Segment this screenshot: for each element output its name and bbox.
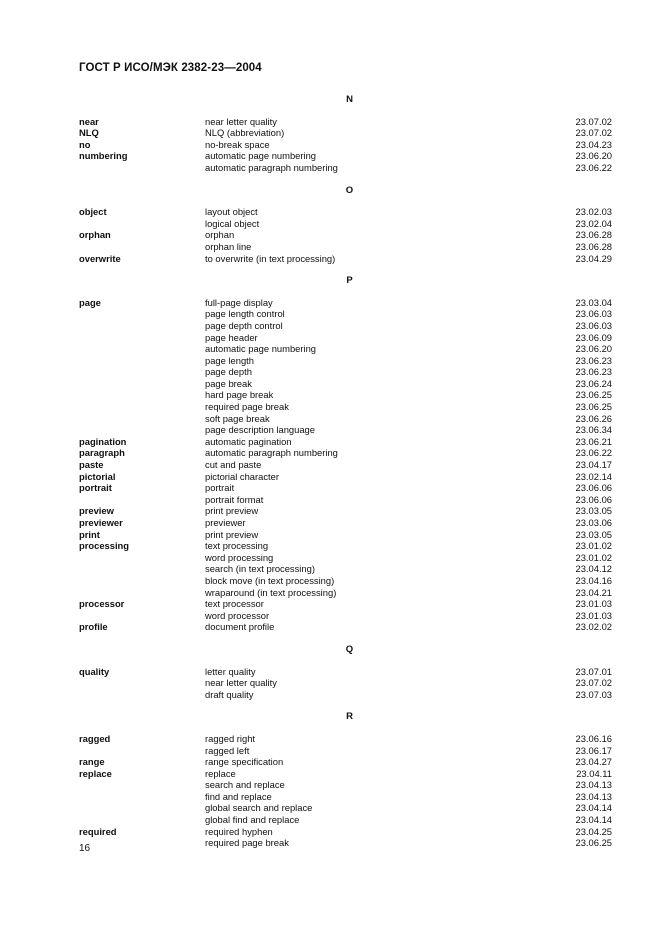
index-row [79,355,612,367]
index-term: profile [79,621,108,633]
index-row [79,308,612,320]
index-description: no-break space [205,138,270,150]
index-row [79,150,612,162]
index-row [79,127,612,139]
index-description: ragged left [205,744,250,756]
index-code: 23.04.12 [575,563,612,575]
index-row [79,666,612,678]
index-code: 23.06.21 [575,435,612,447]
index-row [79,116,612,128]
index-row [79,343,612,355]
index-row [79,459,612,471]
index-description: cut and paste [205,459,262,471]
index-row [79,621,612,633]
index-row [79,471,612,483]
index-code: 23.06.28 [575,229,612,241]
index-code: 23.04.14 [575,814,612,826]
index-term: no [79,138,91,150]
section-letter: R [346,711,353,723]
index-description: text processing [205,540,269,552]
index-row [79,517,612,529]
index-code: 23.02.03 [575,206,612,218]
index-code: 23.06.23 [575,366,612,378]
index-row [79,447,612,459]
index-row [79,206,612,218]
index-code: 23.06.25 [575,837,612,849]
index-description: word processing [205,551,274,563]
index-code: 23.04.23 [575,138,612,150]
index-row [79,552,612,564]
index-code: 23.06.20 [575,150,612,162]
index-description: page depth control [205,319,283,331]
index-code: 23.04.16 [575,574,612,586]
index-row [79,563,612,575]
index-description: to overwrite (in text processing) [205,252,336,264]
index-description: portrait format [205,493,264,505]
index-description: word processor [205,609,270,621]
index-row [79,389,612,401]
index-description: text processor [205,598,264,610]
index-row [79,241,612,253]
index-description: draft quality [205,688,254,700]
index-term: pagination [79,435,127,447]
index-description: automatic paragraph numbering [205,447,338,459]
section-spacer [79,700,612,711]
index-row [79,837,612,849]
index-description: portrait [205,482,235,494]
index-row [79,529,612,541]
index-row [79,366,612,378]
index-code: 23.01.02 [575,551,612,563]
index-row [79,677,612,689]
index-code: 23.06.34 [575,424,612,436]
index-description: global find and replace [205,814,300,826]
index-code: 23.06.25 [575,401,612,413]
index-code: 23.06.26 [575,412,612,424]
index-code: 23.07.03 [575,688,612,700]
index-term: previewer [79,517,123,528]
index-row [79,436,612,448]
index-code: 23.02.14 [575,470,612,482]
index-code: 23.06.09 [575,331,612,343]
index-description: near letter quality [205,115,277,127]
index-term: paste [79,459,104,471]
index-description: NLQ (abbreviation) [205,127,285,139]
index-code: 23.04.13 [575,790,612,802]
index-description: automatic pagination [205,435,292,447]
index-row [79,253,612,265]
index-code: 23.03.04 [575,296,612,308]
index-row [79,575,612,587]
index-row [79,598,612,610]
index-row [79,733,612,745]
index-code: 23.01.02 [575,540,612,552]
index-description: soft page break [205,412,270,424]
index-description: previewer [205,517,246,528]
index-term: numbering [79,150,128,162]
index-code: 23.02.02 [575,621,612,633]
index-row [79,229,612,241]
index-description: replace [205,767,236,779]
index-description: automatic paragraph numbering [205,161,338,173]
section-letter: Q [345,643,354,655]
index-description: required hyphen [205,825,273,837]
index-description: automatic page numbering [205,343,317,355]
index-description: range specification [205,756,284,768]
section-spacer [79,106,612,116]
document-header: ГОСТ Р ИСО/МЭК 2382-23—2004 [79,62,262,74]
index-row [79,540,612,552]
index-term: replace [79,767,112,779]
index-row [79,482,612,494]
index-row [79,413,612,425]
index-description: page depth [205,366,252,378]
index-row [79,424,612,436]
index-term: processor [79,598,125,610]
index-description: search and replace [205,779,285,791]
index-description: page description language [205,424,315,436]
section-letter: N [346,94,353,105]
index-term: ragged [79,732,111,744]
index-description: required page break [205,401,289,413]
index-row [79,494,612,506]
index-description: block move (in text processing) [205,574,335,586]
index-code: 23.03.05 [575,528,612,540]
index-row [79,814,612,826]
index-row [79,689,612,701]
index-term: preview [79,505,114,517]
section-spacer [79,174,612,185]
index-code: 23.03.06 [575,517,612,528]
index-code: 23.04.14 [575,802,612,814]
index-description: page length control [205,308,285,320]
index-code: 23.06.20 [575,343,612,355]
index-description: ragged right [205,732,256,744]
index-description: orphan line [205,240,252,252]
section-spacer [79,723,612,733]
section-spacer [79,196,612,206]
index-term: page [79,296,101,308]
index-description: layout object [205,206,258,218]
index-description: orphan [205,229,235,241]
index-description: print preview [205,505,259,517]
section-letter: P [346,275,353,287]
section-letter: O [345,184,354,196]
section-spacer [79,656,612,666]
index-row [79,162,612,174]
index-row [79,332,612,344]
index-code: 23.06.22 [575,161,612,173]
index-term: NLQ [79,127,99,139]
index-description: pictorial character [205,470,279,482]
index-term: overwrite [79,252,121,264]
index-description: full-page display [205,296,273,308]
index-term: portrait [79,482,112,494]
term-index [79,94,612,849]
index-description: near letter quality [205,677,277,689]
index-term: paragraph [79,447,125,459]
index-description: automatic page numbering [205,150,317,162]
index-code: 23.04.17 [575,459,612,471]
index-row [79,802,612,814]
index-row [79,610,612,622]
section-spacer [79,264,612,275]
index-code: 23.07.02 [575,127,612,139]
index-row [79,768,612,780]
index-row [79,139,612,151]
index-code: 23.07.01 [575,665,612,677]
index-code: 23.01.03 [575,598,612,610]
index-code: 23.06.28 [575,240,612,252]
index-row [79,378,612,390]
index-code: 23.06.06 [575,493,612,505]
index-code: 23.06.24 [575,377,612,389]
index-term: print [79,528,100,540]
index-description: letter quality [205,665,256,677]
index-row [79,401,612,413]
index-code: 23.07.02 [575,115,612,127]
index-code: 23.06.25 [575,389,612,401]
index-code: 23.06.16 [575,732,612,744]
index-description: page header [205,331,258,343]
index-code: 23.03.05 [575,505,612,517]
section-spacer [79,633,612,644]
index-term: pictorial [79,470,116,482]
index-term: quality [79,665,110,677]
index-description: logical object [205,217,260,229]
index-description: page break [205,377,252,389]
index-code: 23.06.03 [575,319,612,331]
index-description: search (in text processing) [205,563,315,575]
index-code: 23.04.13 [575,779,612,791]
index-code: 23.04.25 [575,825,612,837]
index-description: hard page break [205,389,274,401]
index-description: required page break [205,837,289,849]
index-row [79,791,612,803]
index-code: 23.04.27 [575,756,612,768]
index-row [79,779,612,791]
index-description: global search and replace [205,802,313,814]
index-term: near [79,115,99,127]
page-number: 16 [79,843,91,854]
index-row [79,826,612,838]
index-row [79,297,612,309]
index-row [79,745,612,757]
index-code: 23.06.03 [575,308,612,320]
index-description: document profile [205,621,275,633]
index-term: required [79,825,117,837]
index-code: 23.07.02 [575,677,612,689]
index-row [79,587,612,599]
index-code: 23.06.23 [575,354,612,366]
index-description: wraparound (in text processing) [205,586,337,598]
index-code: 23.06.06 [575,482,612,494]
index-code: 23.06.17 [575,744,612,756]
index-term: object [79,206,107,218]
index-row [79,320,612,332]
index-description: find and replace [205,790,272,802]
index-description: page length [205,354,255,366]
index-code: 23.06.22 [575,447,612,459]
index-code: 23.04.21 [575,586,612,598]
index-code: 23.04.29 [575,252,612,264]
index-row [79,218,612,230]
index-term: range [79,756,105,768]
index-code: 23.04.11 [576,767,612,779]
index-term: processing [79,540,130,552]
section-spacer [79,287,612,297]
index-description: print preview [205,528,259,540]
index-term: orphan [79,229,111,241]
index-code: 23.01.03 [575,609,612,621]
index-row [79,505,612,517]
index-row [79,756,612,768]
index-code: 23.02.04 [575,217,612,229]
